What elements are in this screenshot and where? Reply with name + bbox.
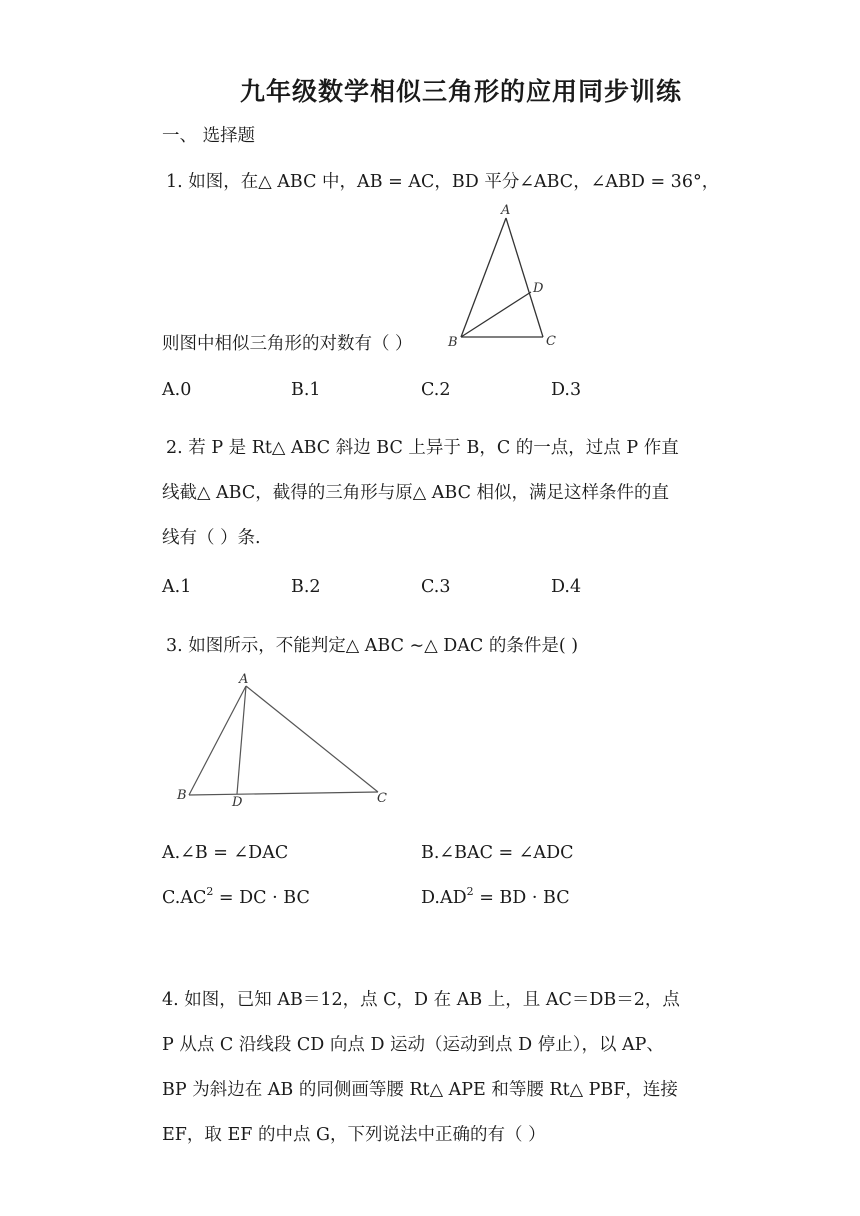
q3-edge-ac xyxy=(246,686,378,792)
q3-option-b[interactable]: B.∠BAC = ∠ADC xyxy=(421,843,574,863)
q4-line-2: P 从点 C 沿线段 CD 向点 D 运动（运动到点 D 停止），以 AP、 xyxy=(162,1035,664,1055)
q1-figure xyxy=(440,200,570,350)
page-title: 九年级数学相似三角形的应用同步训练 xyxy=(240,77,683,106)
q2-option-d[interactable]: D.4 xyxy=(551,577,582,597)
q3-edge-bc xyxy=(189,792,378,795)
q1-option-d[interactable]: D.3 xyxy=(551,380,582,400)
q1-tail: 则图中相似三角形的对数有（ ） xyxy=(162,334,413,354)
q3-stem: 3. 如图所示，不能判定△ ABC ∼△ DAC 的条件是( ) xyxy=(166,636,579,656)
q3-edge-ad xyxy=(237,686,246,794)
q2-option-c[interactable]: C.3 xyxy=(421,577,451,597)
q3-label-d: D xyxy=(232,795,243,810)
q3-edge-ab xyxy=(189,686,246,795)
q2-line-3: 线有（ ）条. xyxy=(162,528,261,548)
q1-label-c: C xyxy=(546,334,556,349)
section-heading: 一、 选择题 xyxy=(162,126,256,146)
q3-option-d[interactable] xyxy=(421,885,570,908)
q2-option-b[interactable]: B.2 xyxy=(291,577,321,597)
q4-line-3: BP 为斜边在 AB 的同侧画等腰 Rt△ APE 和等腰 Rt△ PBF，连接 xyxy=(162,1080,678,1100)
q3-option-c[interactable] xyxy=(162,885,310,908)
q3-option-d-exponent: 2 xyxy=(466,885,474,899)
q3-option-d-prefix: D.AD xyxy=(421,888,467,908)
q3-option-c-exponent: 2 xyxy=(206,885,214,899)
q1-label-b: B xyxy=(448,335,458,350)
q3-option-a[interactable]: A.∠B = ∠DAC xyxy=(162,843,289,863)
q3-option-c-rest: = DC · BC xyxy=(213,888,310,908)
q2-line-2: 线截△ ABC，截得的三角形与原△ ABC 相似，满足这样条件的直 xyxy=(162,483,670,503)
q1-label-d: D xyxy=(533,281,544,296)
q1-edge-bd xyxy=(461,292,531,337)
q3-figure xyxy=(170,668,400,813)
q3-label-a: A xyxy=(239,672,249,687)
q4-line-4: EF，取 EF 的中点 G，下列说法中正确的有（ ） xyxy=(162,1125,546,1145)
q1-edge-ab xyxy=(461,218,506,337)
q1-edge-ac xyxy=(506,218,543,337)
q3-option-c-prefix: C.AC xyxy=(162,888,207,908)
q3-label-b: B xyxy=(177,788,187,803)
q1-label-a: A xyxy=(501,203,511,218)
q4-line-1: 4. 如图，已知 AB＝12，点 C，D 在 AB 上，且 AC＝DB＝2，点 xyxy=(162,990,680,1010)
q1-option-b[interactable]: B.1 xyxy=(291,380,321,400)
q1-option-a[interactable]: A.0 xyxy=(162,380,192,400)
q2-option-a[interactable]: A.1 xyxy=(162,577,192,597)
q1-stem: 1. 如图，在△ ABC 中，AB = AC，BD 平分∠ABC，∠ABD = 36°， xyxy=(166,172,720,192)
q1-option-c[interactable]: C.2 xyxy=(421,380,451,400)
q3-option-d-rest: = BD · BC xyxy=(473,888,570,908)
q2-line-1: 2. 若 P 是 Rt△ ABC 斜边 BC 上异于 B，C 的一点，过点 P 作直 xyxy=(166,438,679,458)
q3-label-c: C xyxy=(377,791,387,806)
